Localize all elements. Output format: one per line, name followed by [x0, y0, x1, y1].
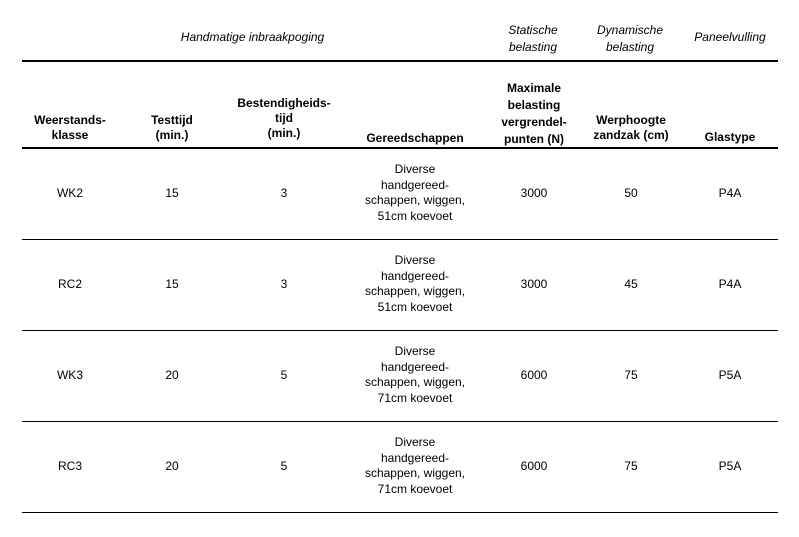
table-row-cell-belasting: 3000	[520, 277, 548, 291]
table-row-cell-belasting: 6000	[520, 368, 548, 382]
table-row-cell-glastype: P4A	[718, 186, 742, 200]
col-header-bestendigheid: Bestendigheids- tijd (min.)	[237, 96, 331, 140]
table-row-cell-klasse: RC2	[57, 277, 82, 291]
group-header-panel: Paneelvulling	[694, 30, 766, 44]
col-header-gereedschappen: Gereedschappen	[366, 131, 464, 145]
row-divider	[22, 239, 778, 240]
table-row-cell-gereedschappen: Diverse handgereed- schappen, wiggen, 51cm koevoet	[364, 162, 466, 223]
table-row-cell-gereedschappen: Diverse handgereed- schappen, wiggen, 71cm koevoet	[364, 344, 466, 405]
table-bottom-border	[22, 512, 778, 513]
table-row-cell-klasse: RC3	[57, 459, 82, 473]
group-header-dynamic: Dynamische belasting	[596, 23, 664, 54]
row-divider	[22, 330, 778, 331]
col-header-klasse: Weerstands- klasse	[34, 113, 106, 142]
table-row-cell-testtijd: 20	[165, 459, 179, 473]
row-divider	[22, 421, 778, 422]
table-row-cell-belasting: 3000	[520, 186, 548, 200]
header-divider	[22, 60, 778, 62]
col-header-glastype: Glastype	[704, 130, 756, 144]
table-row-cell-testtijd: 15	[165, 186, 179, 200]
table-row-cell-werphoogte: 45	[624, 277, 638, 291]
table-row-cell-klasse: WK2	[56, 186, 83, 200]
col-header-testtijd: Testtijd (min.)	[151, 113, 193, 142]
table-row-cell-klasse: WK3	[56, 368, 83, 382]
table-row-cell-gereedschappen: Diverse handgereed- schappen, wiggen, 51cm koevoet	[364, 253, 466, 314]
table-row-cell-glastype: P5A	[718, 459, 742, 473]
col-header-werphoogte: Werphoogte zandzak (cm)	[593, 113, 669, 142]
table-row-cell-testtijd: 20	[165, 368, 179, 382]
table-row-cell-bestendigheid: 3	[280, 277, 288, 291]
table-row-cell-gereedschappen: Diverse handgereed- schappen, wiggen, 71cm koevoet	[364, 435, 466, 496]
table-row-cell-werphoogte: 75	[624, 459, 638, 473]
table-row-cell-bestendigheid: 5	[280, 459, 288, 473]
group-header-manual: Handmatige inbraakpoging	[180, 30, 325, 44]
table-row-cell-werphoogte: 50	[624, 186, 638, 200]
table-row-cell-belasting: 6000	[520, 459, 548, 473]
table-row-cell-testtijd: 15	[165, 277, 179, 291]
col-header-belasting: Maximale belasting vergrendel- punten (N)	[501, 81, 567, 146]
table-row-cell-bestendigheid: 5	[280, 368, 288, 382]
group-header-static: Statische belasting	[508, 23, 558, 54]
table-row-cell-glastype: P5A	[718, 368, 742, 382]
column-header-divider	[22, 147, 778, 149]
table-row-cell-bestendigheid: 3	[280, 186, 288, 200]
table-row-cell-glastype: P4A	[718, 277, 742, 291]
table-row-cell-werphoogte: 75	[624, 368, 638, 382]
